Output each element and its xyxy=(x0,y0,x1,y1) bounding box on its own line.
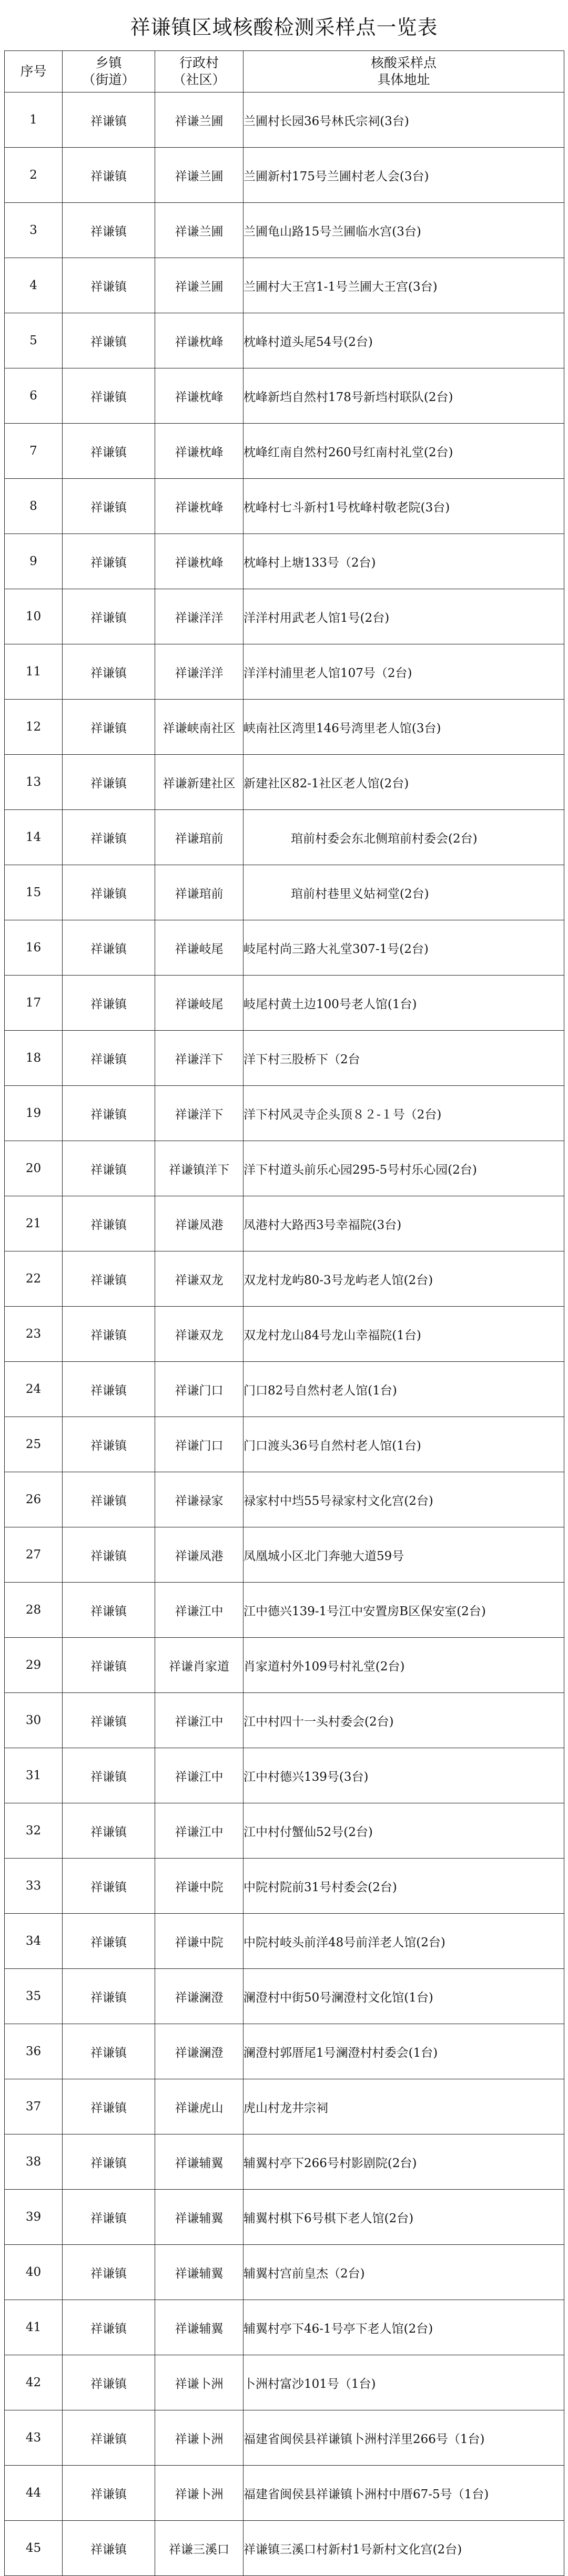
row-number: 25 xyxy=(5,1417,63,1472)
table-row xyxy=(5,2410,564,2466)
row-address: 澜澄村郭厝尾1号澜澄村村委会(1台) xyxy=(244,2024,564,2079)
row-town: 祥谦镇 xyxy=(63,1307,155,1362)
row-address: 新建社区82-1社区老人馆(2台) xyxy=(244,755,564,810)
row-number: 41 xyxy=(5,2300,63,2355)
row-address: 枕峰村七斗新村1号枕峰村敬老院(3台) xyxy=(244,479,564,534)
row-number: 3 xyxy=(5,203,63,258)
table-row xyxy=(5,1583,564,1638)
row-village: 祥谦中院 xyxy=(155,1859,244,1914)
row-village: 祥谦枕峰 xyxy=(155,313,244,368)
row-number: 17 xyxy=(5,976,63,1031)
header-no: 序号 xyxy=(5,51,63,93)
header-address-line1: 核酸采样点 xyxy=(370,55,437,70)
table-row xyxy=(5,534,564,589)
row-address: 枕峰新垱自然村178号新垱村联队(2台) xyxy=(244,368,564,424)
row-address: 中院村岐头前洋48号前洋老人馆(2台) xyxy=(244,1914,564,1969)
row-village: 祥谦卜洲 xyxy=(155,2410,244,2466)
table-row xyxy=(5,589,564,644)
row-town: 祥谦镇 xyxy=(63,2245,155,2300)
row-town: 祥谦镇 xyxy=(63,1196,155,1251)
row-town: 祥谦镇 xyxy=(63,920,155,976)
row-village: 祥谦卜洲 xyxy=(155,2466,244,2521)
row-number: 24 xyxy=(5,1362,63,1417)
row-town: 祥谦镇 xyxy=(63,700,155,755)
row-address: 琯前村巷里义姑祠堂(2台) xyxy=(244,865,564,920)
row-number: 26 xyxy=(5,1472,63,1527)
row-village: 祥谦岐尾 xyxy=(155,976,244,1031)
row-number: 43 xyxy=(5,2410,63,2466)
row-town: 祥谦镇 xyxy=(63,2521,155,2576)
row-village: 祥谦虎山 xyxy=(155,2079,244,2134)
row-address: 洋洋村用武老人馆1号(2台) xyxy=(244,589,564,644)
header-town-line1: 乡镇 xyxy=(95,55,122,70)
header-address-line2: 具体地址 xyxy=(377,72,430,87)
table-row xyxy=(5,2134,564,2190)
row-address: 肖家道村外109号村礼堂(2台) xyxy=(244,1638,564,1693)
table-row xyxy=(5,313,564,368)
row-address: 双龙村龙屿80-3号龙屿老人馆(2台) xyxy=(244,1251,564,1307)
row-address: 虎山村龙井宗祠 xyxy=(244,2079,564,2134)
row-number: 2 xyxy=(5,148,63,203)
row-address: 洋下村三股桥下（2台 xyxy=(244,1031,564,1086)
row-number: 35 xyxy=(5,1969,63,2024)
table-row xyxy=(5,865,564,920)
row-village: 祥谦洋下 xyxy=(155,1031,244,1086)
header-village-line1: 行政村 xyxy=(179,55,219,70)
row-number: 8 xyxy=(5,479,63,534)
row-address: 福建省闽侯县祥谦镇卜洲村中厝67-5号（1台) xyxy=(244,2466,564,2521)
row-town: 祥谦镇 xyxy=(63,424,155,479)
row-village: 祥谦凤港 xyxy=(155,1196,244,1251)
row-number: 38 xyxy=(5,2134,63,2190)
table-row xyxy=(5,2466,564,2521)
row-address: 枕峰村道头尾54号(2台) xyxy=(244,313,564,368)
row-number: 19 xyxy=(5,1086,63,1141)
row-town: 祥谦镇 xyxy=(63,1914,155,1969)
row-address: 福建省闽侯县祥谦镇卜洲村洋里266号（1台) xyxy=(244,2410,564,2466)
row-town: 祥谦镇 xyxy=(63,2024,155,2079)
row-town: 祥谦镇 xyxy=(63,148,155,203)
row-town: 祥谦镇 xyxy=(63,479,155,534)
row-address: 江中村付蟹仙52号(2台) xyxy=(244,1803,564,1859)
row-town: 祥谦镇 xyxy=(63,2355,155,2410)
row-village: 祥谦肖家道 xyxy=(155,1638,244,1693)
row-number: 39 xyxy=(5,2190,63,2245)
row-number: 36 xyxy=(5,2024,63,2079)
table-body xyxy=(5,93,564,2576)
row-number: 22 xyxy=(5,1251,63,1307)
row-village: 祥谦兰圃 xyxy=(155,258,244,313)
table-row xyxy=(5,1307,564,1362)
row-address: 兰圃村长园36号林氏宗祠(3台) xyxy=(244,93,564,148)
row-village: 祥谦双龙 xyxy=(155,1251,244,1307)
row-town: 祥谦镇 xyxy=(63,976,155,1031)
table-row xyxy=(5,976,564,1031)
row-village: 祥谦兰圃 xyxy=(155,203,244,258)
row-town: 祥谦镇 xyxy=(63,258,155,313)
row-village: 祥谦江中 xyxy=(155,1803,244,1859)
row-village: 祥谦江中 xyxy=(155,1748,244,1803)
table-row xyxy=(5,1141,564,1196)
document-title: 祥谦镇区域核酸检测采样点一览表 xyxy=(130,15,438,39)
row-town: 祥谦镇 xyxy=(63,2410,155,2466)
row-town: 祥谦镇 xyxy=(63,203,155,258)
table-row xyxy=(5,700,564,755)
row-town: 祥谦镇 xyxy=(63,2079,155,2134)
row-village: 祥谦枕峰 xyxy=(155,534,244,589)
row-address: 兰圃新村175号兰圃村老人会(3台) xyxy=(244,148,564,203)
table-row xyxy=(5,479,564,534)
table-row xyxy=(5,2245,564,2300)
row-address: 兰圃龟山路15号兰圃临水宫(3台) xyxy=(244,203,564,258)
row-town: 祥谦镇 xyxy=(63,810,155,865)
row-town: 祥谦镇 xyxy=(63,865,155,920)
row-number: 23 xyxy=(5,1307,63,1362)
row-address: 琯前村委会东北侧琯前村委会(2台) xyxy=(244,810,564,865)
row-number: 13 xyxy=(5,755,63,810)
row-village: 祥谦门口 xyxy=(155,1362,244,1417)
row-number: 10 xyxy=(5,589,63,644)
table-row xyxy=(5,148,564,203)
row-village: 祥谦门口 xyxy=(155,1417,244,1472)
row-village: 祥谦凤港 xyxy=(155,1527,244,1583)
table-row xyxy=(5,93,564,148)
row-town: 祥谦镇 xyxy=(63,1969,155,2024)
table-row xyxy=(5,1638,564,1693)
header-village xyxy=(155,51,244,93)
row-village: 祥谦三溪口 xyxy=(155,2521,244,2576)
row-town: 祥谦镇 xyxy=(63,1362,155,1417)
row-address: 峡南社区湾里146号湾里老人馆(3台) xyxy=(244,700,564,755)
table-row xyxy=(5,755,564,810)
row-number: 1 xyxy=(5,93,63,148)
row-village: 祥谦镇洋下 xyxy=(155,1141,244,1196)
header-address xyxy=(244,51,564,93)
row-village: 祥谦岐尾 xyxy=(155,920,244,976)
table-row xyxy=(5,2190,564,2245)
row-village: 祥谦新建社区 xyxy=(155,755,244,810)
row-address: 中院村院前31号村委会(2台) xyxy=(244,1859,564,1914)
table-row xyxy=(5,258,564,313)
row-town: 祥谦镇 xyxy=(63,1583,155,1638)
row-address: 江中村德兴139号(3台) xyxy=(244,1748,564,1803)
row-number: 34 xyxy=(5,1914,63,1969)
row-address: 江中德兴139-1号江中安置房B区保安室(2台) xyxy=(244,1583,564,1638)
row-address: 岐尾村尚三路大礼堂307-1号(2台) xyxy=(244,920,564,976)
row-number: 40 xyxy=(5,2245,63,2300)
table-row xyxy=(5,1472,564,1527)
row-address: 辅翼村亭下46-1号亭下老人馆(2台) xyxy=(244,2300,564,2355)
row-number: 7 xyxy=(5,424,63,479)
row-town: 祥谦镇 xyxy=(63,1141,155,1196)
row-town: 祥谦镇 xyxy=(63,1859,155,1914)
row-village: 祥谦枕峰 xyxy=(155,479,244,534)
row-village: 祥谦中院 xyxy=(155,1914,244,1969)
row-number: 33 xyxy=(5,1859,63,1914)
table-row xyxy=(5,1196,564,1251)
table-header-row xyxy=(5,51,564,93)
row-number: 42 xyxy=(5,2355,63,2410)
row-number: 29 xyxy=(5,1638,63,1693)
row-town: 祥谦镇 xyxy=(63,2190,155,2245)
row-village: 祥谦江中 xyxy=(155,1583,244,1638)
sampling-sites-table xyxy=(4,50,564,2576)
row-village: 祥谦辅翼 xyxy=(155,2190,244,2245)
table-row xyxy=(5,203,564,258)
row-address: 辅翼村棋下6号棋下老人馆(2台) xyxy=(244,2190,564,2245)
table-row xyxy=(5,1031,564,1086)
row-number: 12 xyxy=(5,700,63,755)
table-row xyxy=(5,1086,564,1141)
row-number: 9 xyxy=(5,534,63,589)
row-village: 祥谦洋洋 xyxy=(155,589,244,644)
table-row xyxy=(5,1803,564,1859)
table-row xyxy=(5,2300,564,2355)
row-address: 岐尾村黄土边100号老人馆(1台) xyxy=(244,976,564,1031)
row-village: 祥谦辅翼 xyxy=(155,2134,244,2190)
row-number: 44 xyxy=(5,2466,63,2521)
row-number: 4 xyxy=(5,258,63,313)
row-village: 祥谦洋洋 xyxy=(155,644,244,700)
row-town: 祥谦镇 xyxy=(63,1031,155,1086)
table-row xyxy=(5,1914,564,1969)
table-row xyxy=(5,1693,564,1748)
header-town xyxy=(63,51,155,93)
row-address: 门口渡头36号自然村老人馆(1台) xyxy=(244,1417,564,1472)
row-town: 祥谦镇 xyxy=(63,1748,155,1803)
row-number: 11 xyxy=(5,644,63,700)
row-town: 祥谦镇 xyxy=(63,1638,155,1693)
row-village: 祥谦辅翼 xyxy=(155,2300,244,2355)
table-row xyxy=(5,1859,564,1914)
row-number: 6 xyxy=(5,368,63,424)
row-address: 辅翼村亭下266号村影剧院(2台) xyxy=(244,2134,564,2190)
row-address: 兰圃村大王宫1-1号兰圃大王宫(3台) xyxy=(244,258,564,313)
table-row xyxy=(5,368,564,424)
row-town: 祥谦镇 xyxy=(63,1086,155,1141)
row-village: 祥谦琯前 xyxy=(155,865,244,920)
row-number: 20 xyxy=(5,1141,63,1196)
row-village: 祥谦卜洲 xyxy=(155,2355,244,2410)
row-number: 14 xyxy=(5,810,63,865)
table-row xyxy=(5,810,564,865)
row-address: 洋下村风灵寺企头顶８２-１号（2台) xyxy=(244,1086,564,1141)
row-address: 禄家村中垱55号禄家村文化宫(2台) xyxy=(244,1472,564,1527)
row-number: 37 xyxy=(5,2079,63,2134)
row-address: 澜澄村中街50号澜澄村文化馆(1台) xyxy=(244,1969,564,2024)
row-address: 凤港村大路西3号幸福院(3台) xyxy=(244,1196,564,1251)
row-town: 祥谦镇 xyxy=(63,1803,155,1859)
row-number: 16 xyxy=(5,920,63,976)
table-row xyxy=(5,1527,564,1583)
row-number: 27 xyxy=(5,1527,63,1583)
row-village: 祥谦澜澄 xyxy=(155,2024,244,2079)
row-town: 祥谦镇 xyxy=(63,93,155,148)
row-village: 祥谦洋下 xyxy=(155,1086,244,1141)
row-number: 18 xyxy=(5,1031,63,1086)
row-number: 32 xyxy=(5,1803,63,1859)
row-address: 祥谦镇三溪口村新村1号新村文化宫(2台) xyxy=(244,2521,564,2576)
header-town-line2: （街道） xyxy=(82,72,135,87)
table-row xyxy=(5,1362,564,1417)
row-village: 祥谦辅翼 xyxy=(155,2245,244,2300)
row-town: 祥谦镇 xyxy=(63,1693,155,1748)
row-number: 28 xyxy=(5,1583,63,1638)
row-village: 祥谦江中 xyxy=(155,1693,244,1748)
row-town: 祥谦镇 xyxy=(63,2134,155,2190)
row-town: 祥谦镇 xyxy=(63,1417,155,1472)
row-number: 21 xyxy=(5,1196,63,1251)
header-village-line2: （社区） xyxy=(173,72,226,87)
row-number: 15 xyxy=(5,865,63,920)
table-row xyxy=(5,2355,564,2410)
table-row xyxy=(5,1748,564,1803)
row-town: 祥谦镇 xyxy=(63,2466,155,2521)
table-row xyxy=(5,424,564,479)
row-address: 江中村四十一头村委会(2台) xyxy=(244,1693,564,1748)
row-village: 祥谦枕峰 xyxy=(155,368,244,424)
row-number: 31 xyxy=(5,1748,63,1803)
row-town: 祥谦镇 xyxy=(63,589,155,644)
table-row xyxy=(5,920,564,976)
table-row xyxy=(5,2521,564,2576)
row-town: 祥谦镇 xyxy=(63,368,155,424)
table-row xyxy=(5,2079,564,2134)
row-town: 祥谦镇 xyxy=(63,1527,155,1583)
row-village: 祥谦禄家 xyxy=(155,1472,244,1527)
table-row xyxy=(5,644,564,700)
row-village: 祥谦兰圃 xyxy=(155,148,244,203)
table-row xyxy=(5,1251,564,1307)
row-town: 祥谦镇 xyxy=(63,755,155,810)
row-town: 祥谦镇 xyxy=(63,1251,155,1307)
row-number: 5 xyxy=(5,313,63,368)
row-address: 辅翼村宫前皇杰（2台) xyxy=(244,2245,564,2300)
table-row xyxy=(5,1417,564,1472)
row-address: 凤凰城小区北门奔驰大道59号 xyxy=(244,1527,564,1583)
row-number: 45 xyxy=(5,2521,63,2576)
row-village: 祥谦琯前 xyxy=(155,810,244,865)
row-address: 枕峰红南自然村260号红南村礼堂(2台) xyxy=(244,424,564,479)
row-town: 祥谦镇 xyxy=(63,644,155,700)
row-village: 祥谦枕峰 xyxy=(155,424,244,479)
table-row xyxy=(5,2024,564,2079)
row-town: 祥谦镇 xyxy=(63,534,155,589)
table-row xyxy=(5,1969,564,2024)
row-address: 洋洋村浦里老人馆107号（2台) xyxy=(244,644,564,700)
row-address: 枕峰村上塘133号（2台) xyxy=(244,534,564,589)
row-address: 洋下村道头前乐心园295-5号村乐心园(2台) xyxy=(244,1141,564,1196)
row-village: 祥谦兰圃 xyxy=(155,93,244,148)
row-address: 卜洲村富沙101号（1台) xyxy=(244,2355,564,2410)
row-village: 祥谦澜澄 xyxy=(155,1969,244,2024)
row-village: 祥谦双龙 xyxy=(155,1307,244,1362)
row-town: 祥谦镇 xyxy=(63,313,155,368)
row-village: 祥谦峡南社区 xyxy=(155,700,244,755)
row-town: 祥谦镇 xyxy=(63,1472,155,1527)
row-number: 30 xyxy=(5,1693,63,1748)
row-address: 门口82号自然村老人馆(1台) xyxy=(244,1362,564,1417)
row-address: 双龙村龙山84号龙山幸福院(1台) xyxy=(244,1307,564,1362)
row-town: 祥谦镇 xyxy=(63,2300,155,2355)
